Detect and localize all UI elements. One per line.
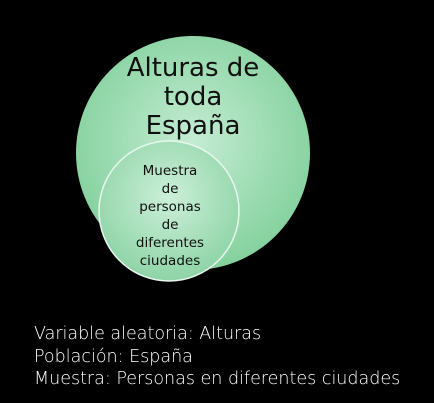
- sample-label-line: ciudades: [139, 253, 201, 269]
- sample-label-line: de: [161, 181, 179, 197]
- sample-label-line: Muestra: [142, 163, 198, 179]
- population-label-line: toda: [163, 82, 223, 112]
- sample-label-line: personas: [139, 199, 201, 215]
- caption-population: Población: España: [34, 346, 193, 367]
- population-label-line: Alturas de: [126, 53, 260, 83]
- sample-label-line: de: [161, 217, 179, 233]
- caption-block: [34, 323, 400, 391]
- sample-label: [110, 162, 230, 270]
- population-label: [88, 54, 298, 141]
- sample-label-line: diferentes: [135, 235, 205, 251]
- caption-variable: Variable aleatoria: Alturas: [34, 324, 262, 344]
- population-label-line: España: [145, 111, 241, 141]
- caption-sample: Muestra: Personas en diferentes ciudades: [34, 369, 401, 389]
